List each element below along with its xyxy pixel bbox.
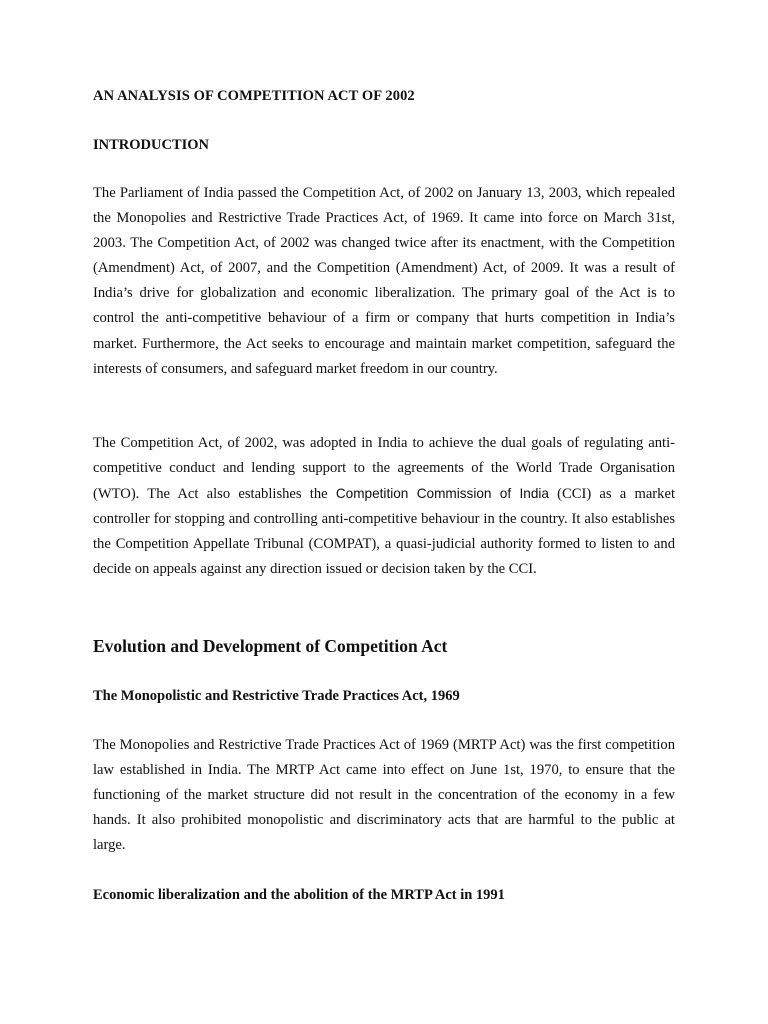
intro-paragraph-2-text-before: The Competition Act, of 2002, was adopted in India to achieve the dual goals of regulating anti-competitive conduct and lending support to the agreements of the World Trade Organisation (WTO). The Act also establishes the bbox=[93, 435, 675, 503]
intro-paragraph-2 bbox=[93, 431, 675, 583]
mrtp-paragraph: The Monopolies and Restrictive Trade Practices Act of 1969 (MRTP Act) was the first competition law established in India. The MRTP Act came into effect on June 1st, 1970, to ensure that the functioning of the market structure did not result in the concentration of the economy in a few hands. It also prohibited monopolistic and discriminatory acts that are harmful to the public at large. bbox=[93, 737, 675, 854]
liberalization-heading: Economic liberalization and the abolition of the MRTP Act in 1991 bbox=[93, 887, 505, 903]
intro-paragraph-2-text-after: (CCI) as a market controller for stopping and controlling anti-competitive behaviour in the country. It also establishes the Competition Appellate Tribunal (COMPAT), a quasi-judicial authority formed to listen to and decide on appeals against any direction issued or decision taken by the CCI. bbox=[93, 486, 675, 578]
introduction-heading: INTRODUCTION bbox=[93, 137, 210, 153]
evolution-heading: Evolution and Development of Competition Act bbox=[93, 636, 448, 656]
intro-paragraph-1: The Parliament of India passed the Competition Act, of 2002 on January 13, 2003, which repealed the Monopolies and Restrictive Trade Practices Act, of 1969. It came into force on March 31st, 2003. The Competition Act, of 2002 was changed twice after its enactment, with the Competition (Amendment) Act, of 2007, and the Competition (Amendment) Act, of 2009. It was a result of India’s drive for globalization and economic liberalization. The primary goal of the Act is to control the anti-competitive behaviour of a firm or company that hurts competition in India’s market. Furthermore, the Act seeks to encourage and maintain market competition, safeguard the interests of consumers, and safeguard market freedom in our country. bbox=[93, 185, 675, 377]
mrtp-heading: The Monopolistic and Restrictive Trade Practices Act, 1969 bbox=[93, 688, 460, 704]
document-title: AN ANALYSIS OF COMPETITION ACT OF 2002 bbox=[93, 88, 415, 104]
cci-link-text: Competition Commission of India bbox=[335, 486, 549, 502]
